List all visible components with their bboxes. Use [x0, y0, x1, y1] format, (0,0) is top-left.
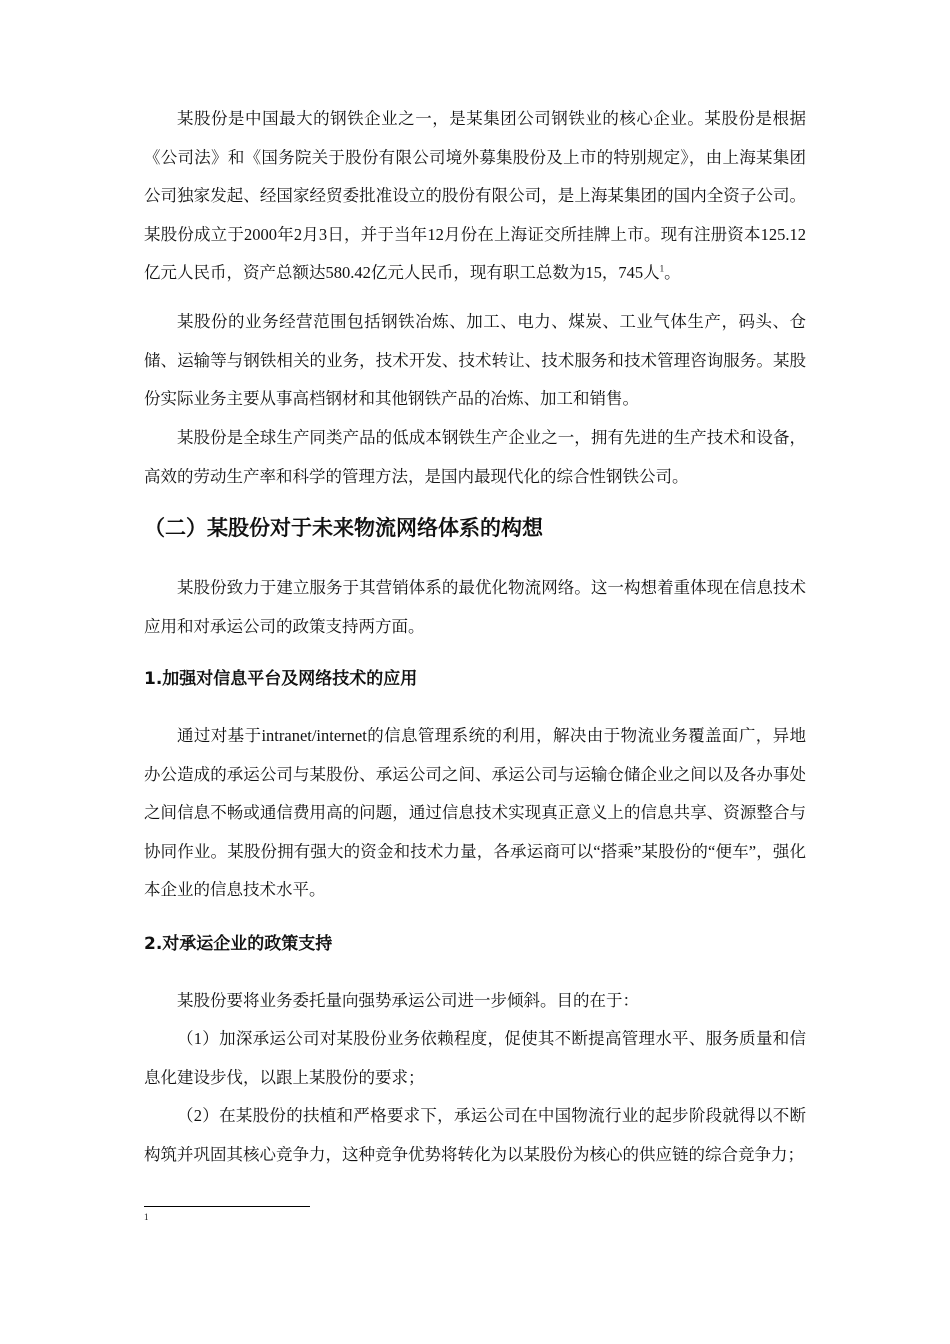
logistics-intro-paragraph: 某股份致力于建立服务于其营销体系的最优化物流网络。这一构想着重体现在信息技术应用和对承运公司的政策支持两方面。 [144, 578, 806, 636]
subheading-information-platform: 1.加强对信息平台及网络技术的应用 [144, 669, 418, 689]
policy-item-2: （2）在某股份的扶植和严格要求下，承运公司在中国物流行业的起步阶段就得以不断构筑并巩固其核心竞争力，这种竞争优势将转化为以某股份为核心的供应链的综合竞争力； [144, 1106, 806, 1164]
information-platform-paragraph: 通过对基于intranet/internet的信息管理系统的利用，解决由于物流业务覆盖面广，异地办公造成的承运公司与某股份、承运公司之间、承运公司与运输仓储企业之间以及各办事处之间信息不畅或通信费用高的问题，通过信息技术实现真正意义上的信息共享、资源整合与协同作业。某股份拥有强大的资金和技术力量，各承运商可以“搭乘”某股份的“便车”，强化本企业的信息技术水平。 [144, 726, 806, 899]
company-intro-text: 某股份是中国最大的钢铁企业之一，是某集团公司钢铁业的核心企业。某股份是根据《公司法》和《国务院关于股份有限公司境外募集股份及上市的特别规定》，由上海某集团公司独家发起、经国家经贸委批准设立的股份有限公司，是上海某集团的国内全资子公司。某股份成立于2000年2月3日，并于当年12月份在上海证交所挂牌上市。现有注册资本125.12亿元人民币，资产总额达580.42亿元人民币，现有职工总数为15，745人 [144, 109, 806, 282]
section-heading-logistics-vision: （二）某股份对于未来物流网络体系的构想 [144, 516, 543, 540]
competitiveness-paragraph: 某股份是全球生产同类产品的低成本钢铁生产企业之一，拥有先进的生产技术和设备，高效的劳动生产率和科学的管理方法，是国内最现代化的综合性钢铁公司。 [144, 428, 806, 486]
business-scope-paragraph: 某股份的业务经营范围包括钢铁冶炼、加工、电力、煤炭、工业气体生产，码头、仓储、运输等与钢铁相关的业务，技术开发、技术转让、技术服务和技术管理咨询服务。某股份实际业务主要从事高档钢材和其他钢铁产品的冶炼、加工和销售。 [144, 312, 806, 408]
footnote-separator [144, 1206, 310, 1207]
policy-item-1: （1）加深承运公司对某股份业务依赖程度，促使其不断提高管理水平、服务质量和信息化建设步伐，以跟上某股份的要求； [144, 1029, 806, 1087]
policy-support-intro: 某股份要将业务委托量向强势承运公司进一步倾斜。目的在于： [177, 991, 639, 1010]
footnote-number: 1 [144, 1212, 149, 1222]
footnote-reference[interactable]: 1 [659, 263, 665, 274]
company-intro-paragraph [144, 100, 806, 293]
subheading-policy-support: 2.对承运企业的政策支持 [144, 934, 333, 954]
company-intro-end: 。 [664, 263, 681, 282]
